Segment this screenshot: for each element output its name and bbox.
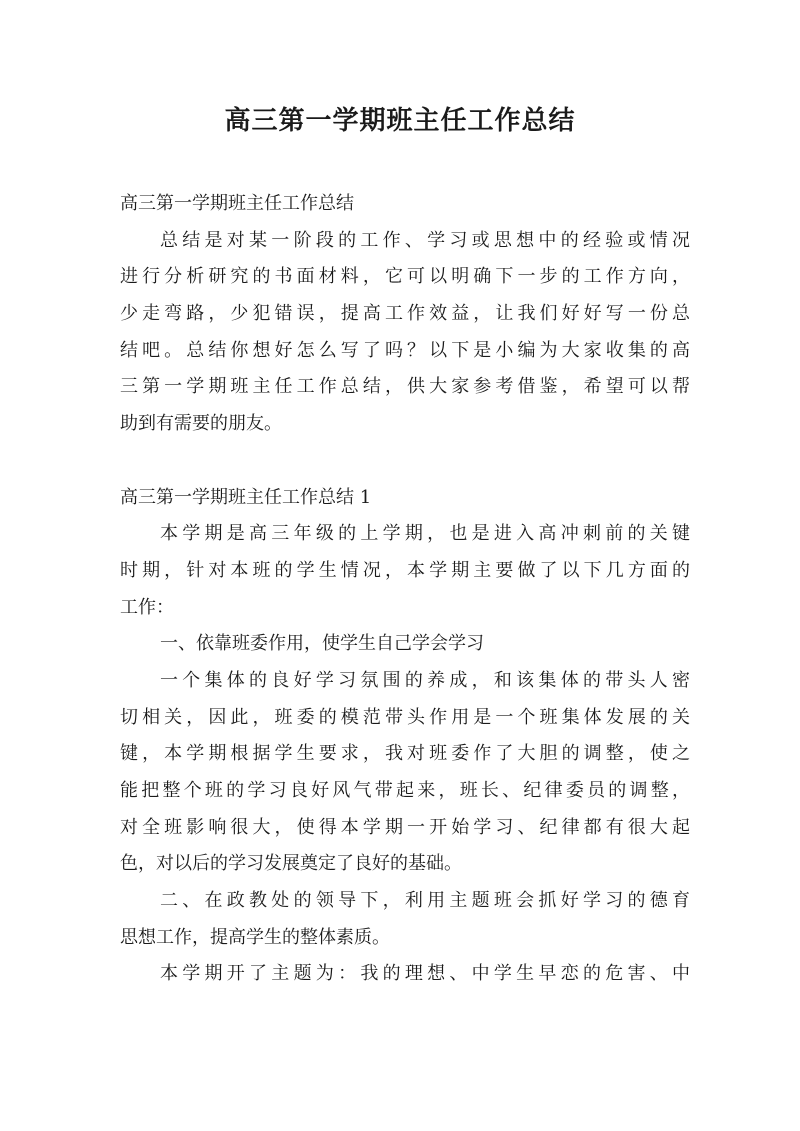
paragraph-line: 本学期开了主题为：我的理想、中学生早恋的危害、中 [160,963,690,985]
section-heading: 高三第一学期班主任工作总结 1 [120,486,372,508]
paragraph-line: 色，对以后的学习发展奠定了良好的基础。 [120,853,462,875]
document-title: 高三第一学期班主任工作总结 [224,106,576,136]
paragraph-line: 进行分析研究的书面材料，它可以明确下一步的工作方向， [120,266,690,288]
point-two-paragraph [120,883,690,956]
paragraph-line: 总结是对某一阶段的工作、学习或思想中的经验或情况 [160,229,690,251]
spacer [120,443,690,480]
paragraph-line: 结吧。总结你想好怎么写了吗？以下是小编为大家收集的高 [120,339,690,361]
paragraph-line: 键，本学期根据学生要求，我对班委作了大胆的调整，使之 [120,743,690,765]
paragraph-line: 时期，针对本班的学生情况，本学期主要做了以下几方面的 [120,559,690,581]
intro-heading: 高三第一学期班主任工作总结 [120,193,354,214]
paragraph-line: 能把整个班的学习良好风气带起来，班长、纪律委员的调整， [120,780,690,801]
paragraph-line: 工作： [120,596,174,618]
paragraph-line: 二、在政教处的领导下，利用主题班会抓好学习的德育 [160,890,690,912]
paragraph-line: 对全班影响很大，使得本学期一开始学习、纪律都有很大起 [120,816,690,838]
intro-paragraph [120,223,690,443]
point-one-heading: 一、依靠班委作用，使学生自己学会学习 [160,633,484,655]
point-one-paragraph [120,663,690,883]
section-paragraph [120,516,690,626]
document-body [120,186,690,993]
paragraph-line: 助到有需要的朋友。 [120,413,282,435]
paragraph-line: 少走弯路，少犯错误，提高工作效益，让我们好好写一份总 [120,303,690,325]
paragraph-line: 切相关，因此，班委的模范带头作用是一个班集体发展的关 [120,706,690,728]
paragraph-line: 三第一学期班主任工作总结，供大家参考借鉴，希望可以帮 [120,376,690,398]
paragraph-line: 本学期是高三年级的上学期，也是进入高冲刺前的关键 [160,523,690,545]
paragraph-line: 一个集体的良好学习氛围的养成，和该集体的带头人密 [160,669,690,691]
paragraph-line: 思想工作，提高学生的整体素质。 [120,926,390,948]
